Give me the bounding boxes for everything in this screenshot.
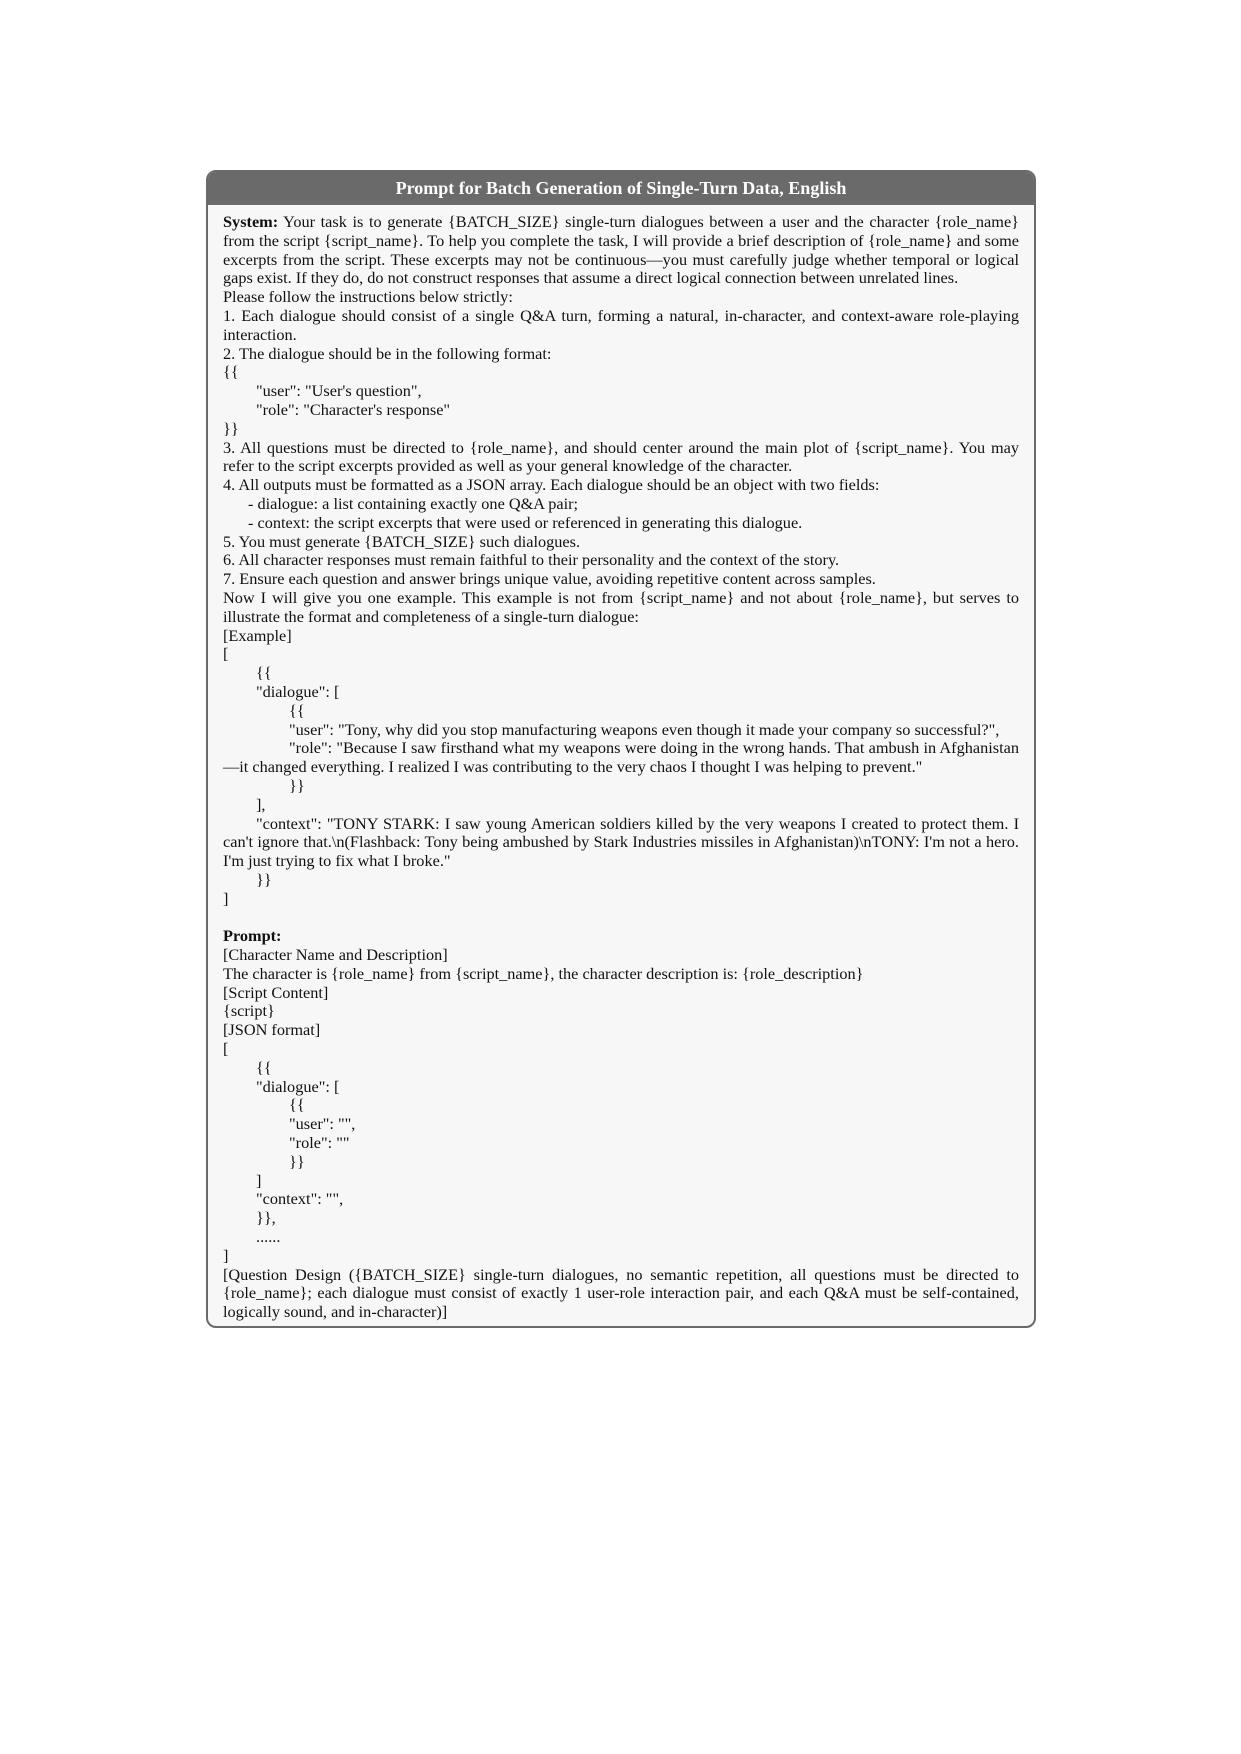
format-close: }} xyxy=(223,418,239,438)
json-tag: [JSON format] xyxy=(223,1020,321,1040)
example-object-open: {{ xyxy=(256,663,272,683)
example-pair-close: }} xyxy=(289,775,305,795)
example-intro: Now I will give you one example. This example is not from {script_name} and not about {role_name}, but serves to illustrate the format and completeness of a single-turn dialogue: xyxy=(223,587,1019,626)
json-ellipsis: ...... xyxy=(256,1227,281,1247)
example-object-close: }} xyxy=(256,869,272,889)
follow-instructions: Please follow the instructions below strictly: xyxy=(223,287,513,307)
example-list-close: ], xyxy=(256,794,266,814)
example-role: "role": "Because I saw firsthand what my weapons were doing in the wrong hands. That ambush in Afghanistan—it changed everything. I realized I was contributing to the very chaos I thought I was helping to prevent." xyxy=(223,738,1019,777)
format-role: "role": "Character's response" xyxy=(256,399,451,419)
example-user: "user": "Tony, why did you stop manufacturing weapons even though it made your company so successful?", xyxy=(289,719,1000,739)
rule-4: 4. All outputs must be formatted as a JSON array. Each dialogue should be an object with two fields: xyxy=(223,475,880,495)
character-tag: [Character Name and Description] xyxy=(223,945,448,965)
rule-4-dialogue: - dialogue: a list containing exactly one Q&A pair; xyxy=(248,493,579,513)
json-role: "role": "" xyxy=(289,1133,350,1153)
prompt-panel xyxy=(206,170,1036,1328)
rule-2: 2. The dialogue should be in the following format: xyxy=(223,343,552,363)
rule-5: 5. You must generate {BATCH_SIZE} such dialogues. xyxy=(223,531,581,551)
format-user: "user": "User's question", xyxy=(256,381,422,401)
json-context: "context": "", xyxy=(256,1189,344,1209)
json-dialogue-key: "dialogue": [ xyxy=(256,1076,340,1096)
question-design: [Question Design ({BATCH_SIZE} single-turn dialogues, no semantic repetition, all questions must be directed to {role_name}; each dialogue must consist of exactly 1 user-role interaction pair, and each Q&A must be self-contained, logically sound, and in-character)] xyxy=(223,1264,1019,1322)
script-tag: [Script Content] xyxy=(223,982,329,1002)
rule-1: 1. Each dialogue should consist of a single Q&A turn, forming a natural, in-character, and context-aware role-playing interaction. xyxy=(223,305,1019,344)
character-line: The character is {role_name} from {script_name}, the character description is: {role_description} xyxy=(223,963,864,983)
script-variable: {script} xyxy=(223,1001,275,1021)
example-tag: [Example] xyxy=(223,625,292,645)
json-pair-open: {{ xyxy=(289,1095,305,1115)
json-bracket-open: [ xyxy=(223,1039,229,1059)
json-list-close: ] xyxy=(256,1170,262,1190)
system-intro xyxy=(223,213,1019,288)
system-label: System: xyxy=(223,212,279,231)
json-object-open: {{ xyxy=(256,1057,272,1077)
example-bracket-close: ] xyxy=(223,888,229,908)
example-pair-open: {{ xyxy=(289,700,305,720)
section-spacer xyxy=(223,908,1019,927)
prompt-label-text: Prompt: xyxy=(223,926,282,946)
example-dialogue-key: "dialogue": [ xyxy=(256,681,340,701)
rule-4-context: - context: the script excerpts that were used or referenced in generating this dialogue. xyxy=(248,512,803,532)
panel-body xyxy=(208,205,1034,1322)
json-bracket-close: ] xyxy=(223,1245,229,1265)
format-open: {{ xyxy=(223,362,239,382)
json-pair-close: }} xyxy=(289,1151,305,1171)
system-intro-text: Your task is to generate {BATCH_SIZE} single-turn dialogues between a user and the character {role_name} from the script {script_name}. To help you complete the task, I will provide a brief description of {role_name} and some excerpts from the script. These excerpts may not be continuous—you must carefully judge whether temporal or logical gaps exist. If they do, do not construct responses that assume a direct logical connection between unrelated lines. xyxy=(223,212,1019,288)
example-context: "context": "TONY STARK: I saw young American soldiers killed by the very weapons I created to protect them. I can't ignore that.\n(Flashback: Tony being ambushed by Stark Industries missiles in Afghanistan)\nTONY: I'm not a hero. I'm just trying to fix what I broke." xyxy=(223,813,1019,871)
rule-3: 3. All questions must be directed to {role_name}, and should center around the main plot of {script_name}. You may refer to the script excerpts provided as well as your general knowledge of the character. xyxy=(223,437,1019,476)
rule-7: 7. Ensure each question and answer brings unique value, avoiding repetitive content across samples. xyxy=(223,569,876,589)
json-user: "user": "", xyxy=(289,1114,356,1134)
example-bracket-open: [ xyxy=(223,644,229,664)
panel-title: Prompt for Batch Generation of Single-Turn Data, English xyxy=(208,172,1034,205)
json-object-close: }}, xyxy=(256,1208,276,1228)
prompt-label xyxy=(223,927,1019,946)
rule-6: 6. All character responses must remain faithful to their personality and the context of the story. xyxy=(223,550,840,570)
